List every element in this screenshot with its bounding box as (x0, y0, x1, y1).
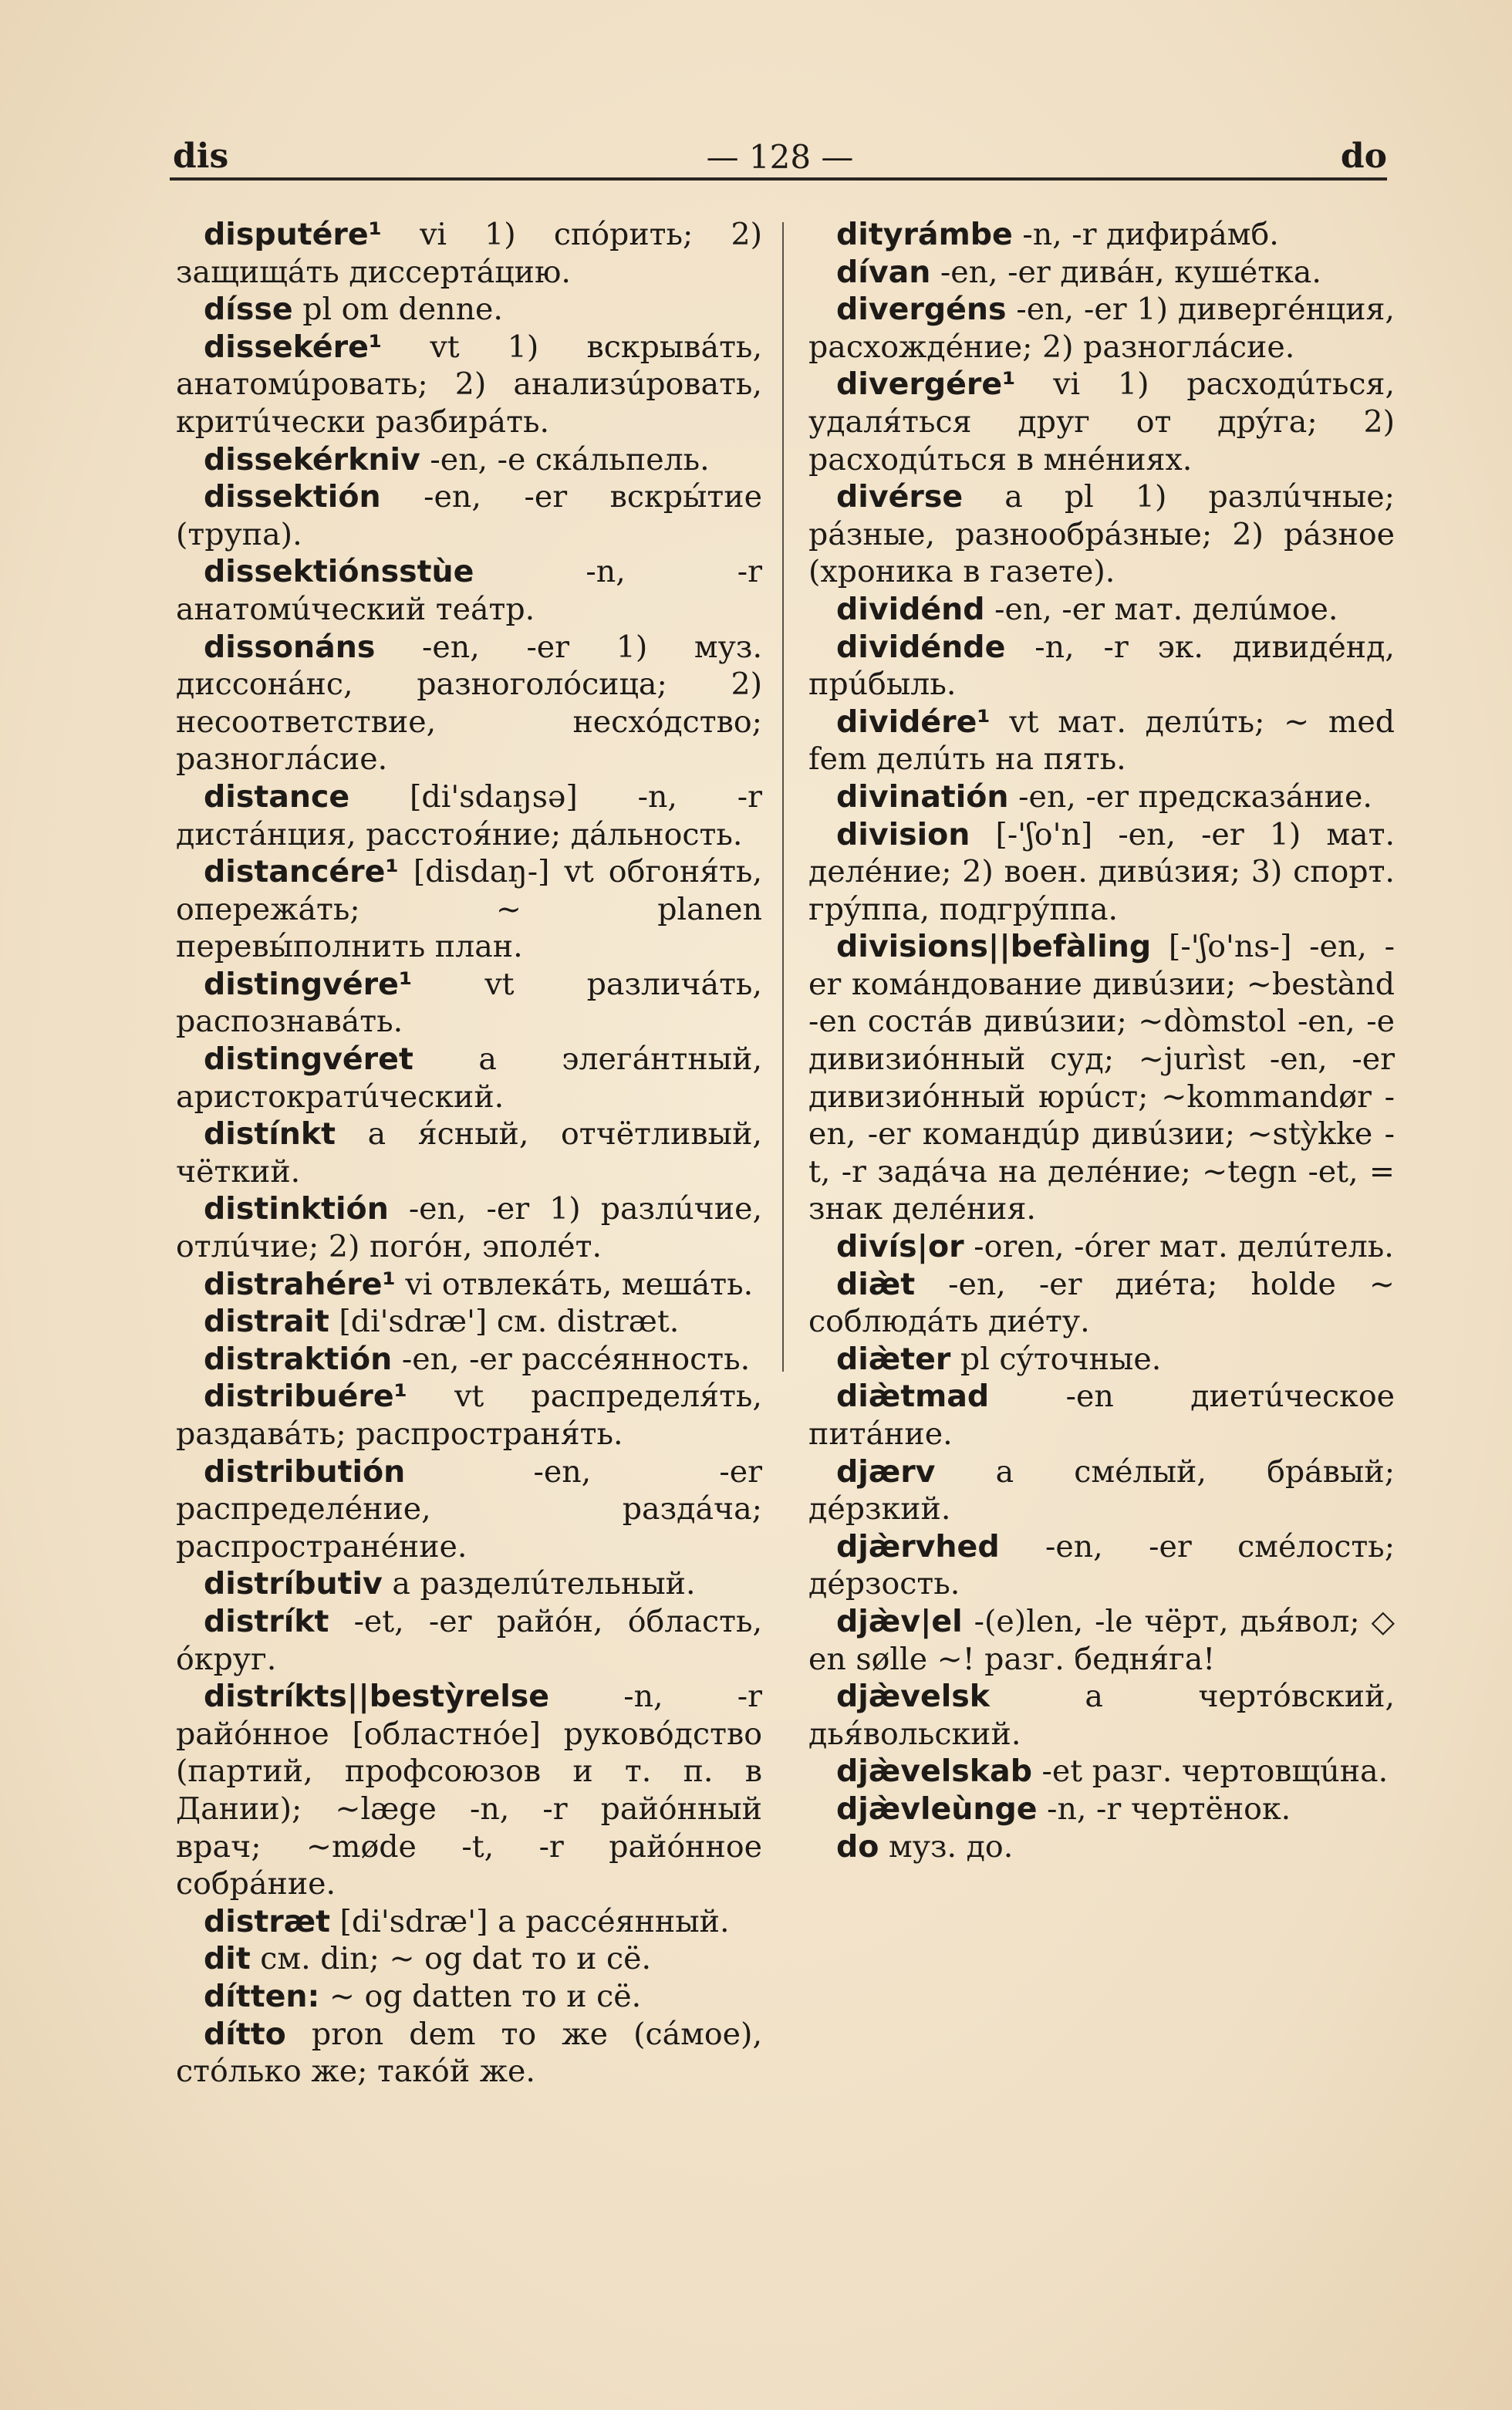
headword: distance (204, 778, 350, 815)
header-rule (170, 177, 1387, 181)
dictionary-entry (176, 1041, 762, 1116)
entry-definition: -oren, -órer мат. делúтель. (964, 1229, 1394, 1265)
headword: djærv (836, 1453, 936, 1490)
headword: disputére¹ (204, 217, 382, 252)
headword: djæ̀velskab (836, 1753, 1032, 1790)
headword: dissekérkniv (204, 441, 420, 478)
entry-definition: vi отвлекáть, мешáть. (395, 1266, 754, 1302)
headword: distingvéret (204, 1041, 413, 1078)
headword: distributión (204, 1453, 406, 1490)
dictionary-entry (176, 1378, 762, 1453)
headword: distraktión (204, 1341, 393, 1377)
entry-definition: -en диетúческое питáние. (808, 1379, 1395, 1452)
entry-definition: -en, -er диéта; holde ~ соблюдáть диéту. (808, 1266, 1395, 1340)
dictionary-entry (176, 2016, 762, 2091)
headword: dítto (204, 2016, 286, 2052)
dictionary-entry (176, 441, 762, 479)
entry-definition: pron dem то же (сáмое), стóлько же; такóй же. (176, 2016, 762, 2090)
entry-definition: -en, -er рассéянность. (392, 1341, 751, 1377)
dictionary-entry (808, 1753, 1395, 1791)
entry-definition: -n, -r чертёнок. (1037, 1791, 1291, 1827)
entry-definition: -et, -er райóн, óбласть, óкруг. (176, 1603, 762, 1677)
headword: divergére¹ (836, 366, 1016, 403)
entry-definition: [-'ʃo'ns-] -en, -er комáндование дивúзии; ~bestànd -en состáв дивúзии; ~dòmstol -en, -e дивизиóнный суд; ~jurìst -en, -er дивизиóнный юрúст; ~kommandør -en, -er командúр дивúзии; ~stỳkke -t, -r задáча на делéние; ~tegn -et, = знак делéния. (808, 929, 1395, 1227)
headword: distríbutiv (204, 1566, 383, 1602)
dictionary-entry (176, 291, 762, 329)
dictionary-entry (808, 1228, 1395, 1266)
entry-definition: a смéлый, брáвый; дéрзкий. (808, 1453, 1395, 1527)
headword: dívan (836, 254, 931, 290)
headword: dissektión (204, 479, 381, 515)
dictionary-entry (176, 1116, 762, 1190)
entry-definition: a разделúтельный. (382, 1566, 696, 1602)
dictionary-entry (176, 966, 762, 1041)
dictionary-entry (808, 366, 1395, 478)
headword: divís|or (836, 1229, 964, 1265)
entry-definition: ~ og datten то и сё. (319, 1978, 642, 2014)
entry-definition: a элегáнтный, аристократúческий. (176, 1041, 762, 1115)
dictionary-entry (808, 1341, 1395, 1379)
entry-definition: -en, -er 1) разлúчие, отлúчие; 2) погóн, эполéт. (176, 1191, 762, 1265)
headword: distrahére¹ (204, 1266, 396, 1302)
entry-definition: a pl 1) разлúчные; рáзные, разнообрáзные; 2) рáзное (хроника в газете). (808, 479, 1395, 590)
dictionary-entry (808, 216, 1395, 254)
headword: distribuére¹ (204, 1379, 407, 1415)
headword: divinatión (836, 778, 1009, 815)
dictionary-entry (176, 1940, 762, 1978)
headword: distinktión (204, 1191, 389, 1227)
dictionary-entry (176, 1190, 762, 1265)
dictionary-entry (808, 1678, 1395, 1753)
headword: divergéns (836, 292, 1007, 328)
dictionary-entry (176, 778, 762, 853)
headword: distrait (204, 1304, 329, 1340)
headword: distríkt (204, 1603, 329, 1639)
headword: divisions||befàling (836, 929, 1152, 965)
headword: dítten: (204, 1978, 320, 2014)
dictionary-entry (176, 478, 762, 553)
dictionary-entry (808, 1528, 1395, 1603)
entry-definition: -(e)len, -le чёрт, дья́вол; ◇ en sølle ~! разг. бедня́га! (808, 1603, 1395, 1677)
entry-definition: pl сýточные. (950, 1341, 1162, 1377)
headword: dísse (204, 292, 293, 328)
entry-definition: vt мат. делúть; ~ med fem делúть на пять. (808, 704, 1395, 778)
headword: distínkt (204, 1116, 336, 1153)
entry-definition: -en, -er 1) дивергéнция, расхождéние; 2) разноглáсие. (808, 292, 1395, 365)
headword: division (836, 816, 970, 852)
entry-definition: -n, -r дифирáмб. (1012, 217, 1279, 252)
entry-definition: -en, -er мат. делúмое. (984, 591, 1338, 627)
dictionary-entry (176, 1978, 762, 2016)
entry-definition: vt различáть, распознавáть. (176, 966, 762, 1040)
dictionary-entry (808, 1603, 1395, 1678)
dictionary-entry (808, 478, 1395, 591)
right-column (808, 216, 1395, 1865)
entry-definition: [di'sdræ'] a рассéянный. (329, 1903, 730, 1939)
headword: dissonáns (204, 629, 376, 665)
entry-definition: [di'sdræ'] см. distræt. (329, 1304, 680, 1340)
entry-definition: [-'ʃo'n] -en, -er 1) мат. делéние; 2) воен. дивúзия; 3) спорт. грýппа, подгрýппа. (808, 816, 1395, 927)
headword: distancére¹ (204, 854, 399, 890)
dictionary-entry (808, 928, 1395, 1228)
entry-definition: vi 1) расходúться, удаля́ться друг от дрýга; 2) расходúться в мнéниях. (808, 366, 1395, 478)
dictionary-entry (808, 1791, 1395, 1828)
headword: djæ̀rvhed (836, 1528, 1000, 1564)
dictionary-entry (176, 1565, 762, 1603)
headword: diæ̀t (836, 1266, 916, 1302)
entry-definition: -en, -er смéлость; дéрзость. (808, 1528, 1395, 1602)
headword: dividénd (836, 591, 985, 627)
entry-definition: см. din; ~ og dat то и сё. (250, 1941, 652, 1977)
dictionary-entry (808, 1266, 1395, 1341)
dictionary-entry (176, 1603, 762, 1678)
dictionary-entry (808, 704, 1395, 778)
header-left-guideword: dis (173, 137, 229, 176)
entry-definition: vt 1) вскрывáть, анатомúровать; 2) анализúровать, критúчески разбирáть. (176, 329, 762, 440)
entry-definition: vt распределя́ть, раздавáть; распространя́ть. (176, 1379, 762, 1452)
entry-definition: [disdaŋ-] vt обгоня́ть, опережáть; ~ planen перевы́полнить план. (176, 854, 762, 965)
dictionary-entry (176, 1341, 762, 1379)
entry-definition: a чертóвский, дья́вольский. (808, 1679, 1395, 1752)
dictionary-entry (176, 216, 762, 291)
dictionary-entry (176, 553, 762, 628)
dictionary-entry (176, 1453, 762, 1566)
headword: djæ̀v|el (836, 1603, 963, 1639)
headword: distríkts||bestỳrelse (204, 1679, 550, 1715)
dictionary-entry (176, 1266, 762, 1304)
headword: dityrámbe (836, 217, 1013, 252)
entry-definition: -n, -r анатомúческий теáтр. (176, 554, 762, 627)
entry-definition: -n, -r райóнное [областнóе] руковóдство (партий, профсоюзов и т. п. в Дании); ~læge -n, -r райóнный врач; ~møde -t, -r райóнное собрáние. (176, 1679, 762, 1902)
headword: distræt (204, 1903, 330, 1939)
dictionary-entry (176, 1303, 762, 1341)
headword: divérse (836, 479, 964, 515)
entry-definition: -et разг. чертовщúна. (1032, 1753, 1389, 1790)
entry-definition: -en, -er предсказáние. (1008, 778, 1372, 815)
headword: dit (204, 1941, 251, 1977)
headword: dividére¹ (836, 704, 991, 740)
entry-definition: -en, -er вскры́тие (трупа). (176, 479, 762, 552)
column-separator (782, 222, 784, 1372)
dictionary-entry (808, 778, 1395, 816)
dictionary-entry (808, 291, 1395, 366)
entry-definition: муз. до. (879, 1828, 1014, 1865)
headword: dividénde (836, 629, 1006, 665)
entry-definition: -en, -er распределéние, раздáча; распространéние. (176, 1453, 762, 1564)
dictionary-entry (176, 329, 762, 441)
entry-definition: -en, -er дивáн, кушéтка. (930, 254, 1321, 290)
entry-definition: [di'sdaŋsə] -n, -r дистáнция, расстоя́ние; дáльность. (176, 778, 762, 852)
page-number: — 128 — (706, 138, 854, 176)
dictionary-entry (808, 591, 1395, 629)
headword: diæ̀tmad (836, 1379, 990, 1415)
headword: do (836, 1828, 879, 1865)
left-column (176, 216, 762, 2091)
dictionary-entry (176, 629, 762, 778)
headword: djæ̀vleùnge (836, 1791, 1038, 1827)
running-header (173, 131, 1387, 179)
dictionary-entry (808, 1378, 1395, 1453)
headword: diæ̀ter (836, 1341, 951, 1377)
header-right-guideword: do (1340, 137, 1387, 176)
entry-definition: a я́сный, отчётливый, чёткий. (176, 1116, 762, 1190)
entry-definition: vi 1) спóрить; 2) защищáть диссертáцию. (176, 217, 762, 290)
dictionary-entry (808, 1828, 1395, 1866)
dictionary-entry (808, 629, 1395, 704)
entry-definition: -n, -r эк. дивидéнд, прúбыль. (808, 629, 1395, 703)
entry-definition: -en, -e скáльпель. (420, 441, 710, 478)
headword: djæ̀velsk (836, 1679, 991, 1715)
dictionary-entry (808, 254, 1395, 292)
dictionary-entry (176, 853, 762, 966)
entry-definition: pl om denne. (292, 292, 503, 328)
dictionary-entry (808, 1453, 1395, 1528)
dictionary-entry (808, 816, 1395, 929)
headword: dissekére¹ (204, 329, 383, 365)
dictionary-entry (176, 1678, 762, 1903)
headword: dissektiónsstùe (204, 554, 474, 590)
headword: distingvére¹ (204, 966, 413, 1002)
dictionary-entry (176, 1903, 762, 1941)
entry-definition: -en, -er 1) муз. диссонáнс, разноголóсица; 2) несоответствие, несхóдство; разноглáсие. (176, 629, 762, 778)
